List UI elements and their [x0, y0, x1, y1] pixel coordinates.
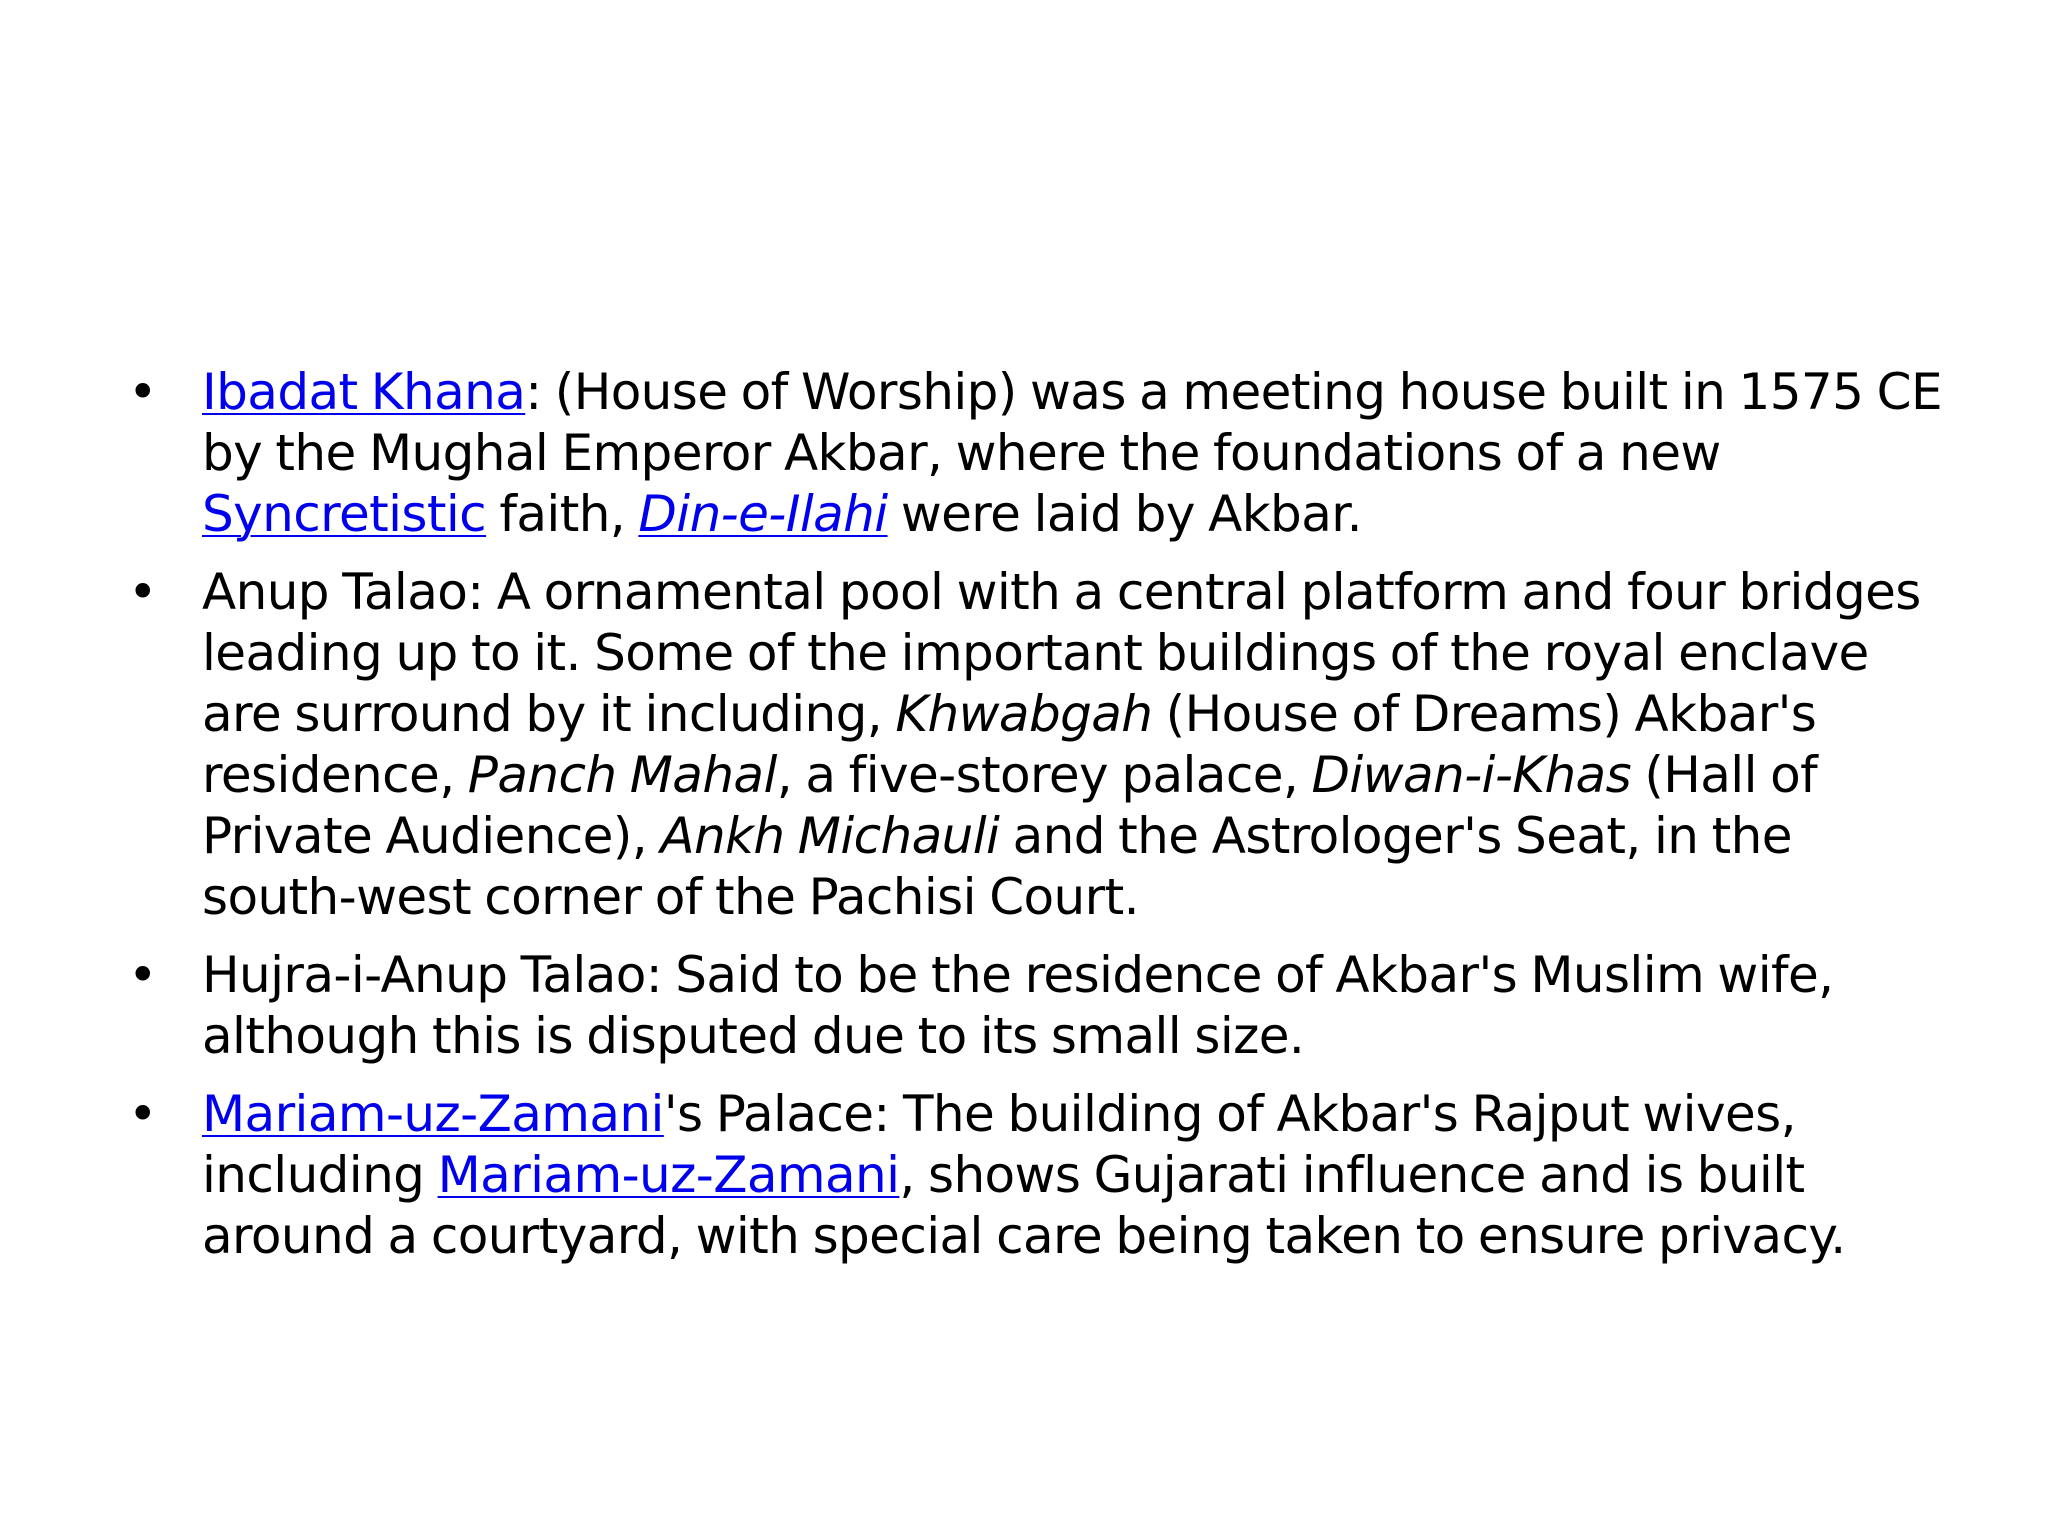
list-item-hujra-i-anup-talao [128, 945, 1958, 1067]
link-mariam-uz-zamani[interactable]: Mariam-uz-Zamani [202, 1085, 664, 1143]
bullet-dot-icon: • [128, 563, 157, 621]
link-ibadat-khana[interactable]: Ibadat Khana [202, 363, 526, 421]
item-text: (Hall of Private Audience), [202, 746, 1818, 865]
bullet-dot-icon: • [128, 363, 157, 421]
link-mariam-uz-zamani-2[interactable]: Mariam-uz-Zamani [437, 1146, 900, 1204]
bullet-dot-icon: • [128, 1085, 157, 1143]
italic-khwabgah: Khwabgah [895, 685, 1153, 743]
item-text: and the Astrologer's Seat, in the south-west corner of the Pachisi Court. [202, 807, 1792, 926]
item-text: , shows Gujarati influence and is built around a courtyard, with special care being taken to ensure privacy. [202, 1146, 1846, 1265]
item-text: (House of Dreams) Akbar's residence, [202, 685, 1817, 804]
item-text: 's Palace: The building of Akbar's Rajput wives, including [202, 1085, 1796, 1204]
item-text: faith, [486, 485, 639, 543]
item-text: were laid by Akbar. [887, 485, 1362, 543]
item-text: Hujra-i-Anup Talao: Said to be the residence of Akbar's Muslim wife, although this is disputed due to its small size. [202, 946, 1834, 1065]
list-item-ibadat-khana [128, 362, 1958, 545]
link-syncretistic[interactable]: Syncretistic [202, 485, 487, 543]
italic-panch-mahal: Panch Mahal [467, 746, 777, 804]
item-text: , a five-storey palace, [776, 746, 1312, 804]
item-text: Anup Talao: A ornamental pool with a central platform and four bridges leading up to it. Some of the important buildings of the royal enclave are surround by it including, [202, 563, 1921, 743]
list-item-anup-talao [128, 562, 1958, 928]
bullet-list [128, 362, 1958, 1284]
item-text: : (House of Worship) was a meeting house built in 1575 CE by the Mughal Emperor Akbar, where the foundations of a new [202, 363, 1942, 482]
bullet-dot-icon: • [128, 946, 157, 1004]
list-item-mariam-uz-zamani-palace [128, 1084, 1958, 1267]
link-din-e-ilahi[interactable]: Din-e-Ilahi [638, 485, 888, 543]
italic-ankh-michauli: Ankh Michauli [660, 807, 1000, 865]
italic-diwan-i-khas: Diwan-i-Khas [1311, 746, 1632, 804]
